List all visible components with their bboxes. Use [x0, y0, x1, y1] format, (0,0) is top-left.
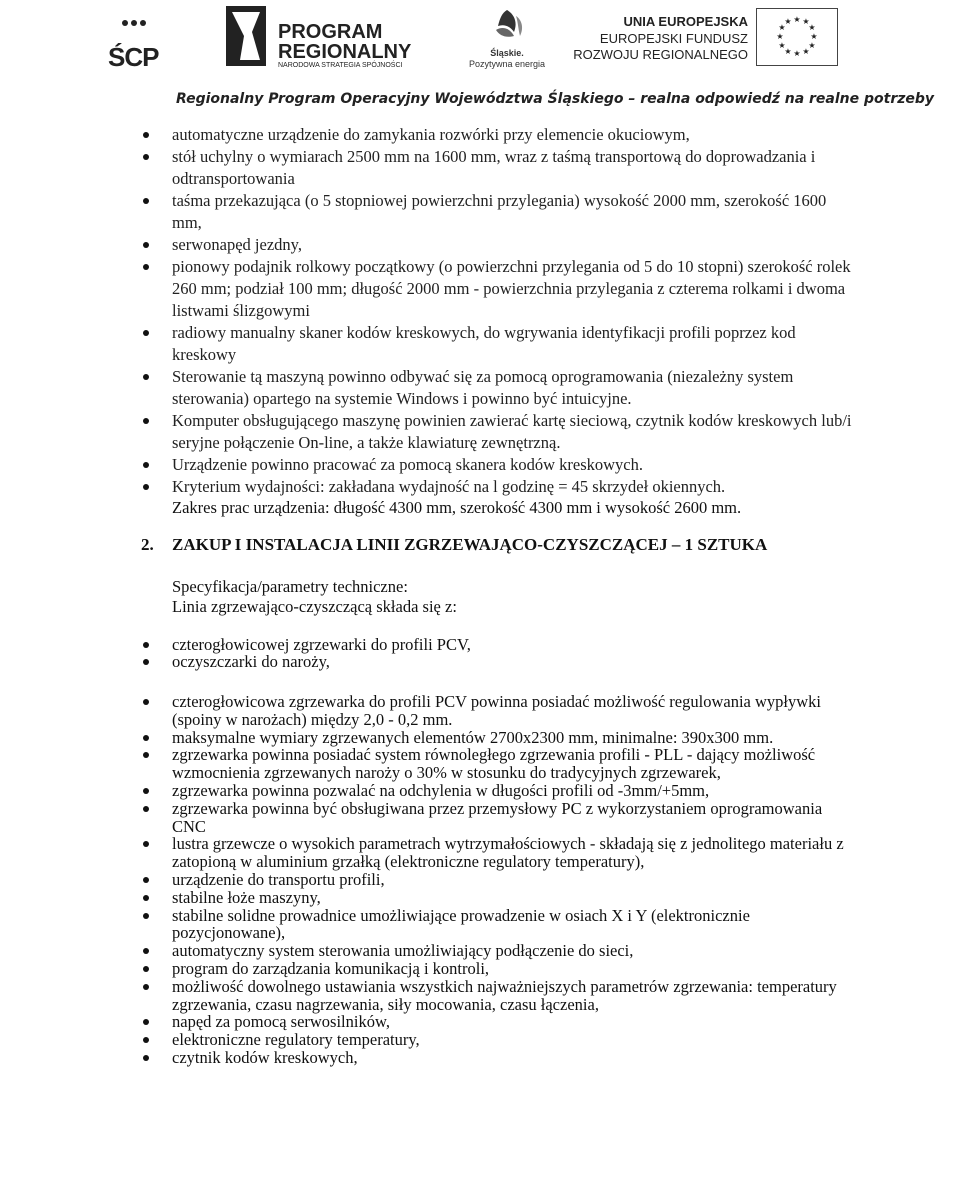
list-item: program do zarządzania komunikacją i kontroli, [136, 960, 856, 978]
components-list [136, 636, 856, 672]
work-range-text: Zakres prac urządzenia: długość 4300 mm, szerokość 4300 mm i wysokość 2600 mm. [172, 498, 742, 517]
list-item: lustra grzewcze o wysokich parametrach wytrzymałościowych - składają się z jednolitego materiału z zatopioną w aluminium grzałką (elektroniczne regulatory temperatury), [136, 835, 856, 871]
slaskie-logo [462, 4, 552, 70]
section-number: 2. [141, 534, 154, 554]
list-item: stół uchylny o wymiarach 2500 mm na 1600 mm, wraz z taśmą transportową do doprowadzania i odtransportowania [136, 146, 856, 190]
list-item: zgrzewarka powinna pozwalać na odchylenia w długości profili od -3mm/+5mm, [136, 782, 856, 800]
eu-logo-line1: UNIA EUROPEJSKA [623, 14, 748, 29]
list-item: Kryterium wydajności: zakładana wydajność na l godzinę = 45 skrzydeł okiennych. [136, 476, 856, 498]
section-title: ZAKUP I INSTALACJA LINII ZGRZEWAJĄCO-CZYSZCZĄCEJ – 1 SZTUKA [172, 534, 768, 554]
list-item: Sterowanie tą maszyną powinno odbywać się za pomocą oprogramowania (niezależny system sterowania) opartego na systemie Windows i powinno być intuicyjne. [136, 366, 856, 410]
svg-text:★: ★ [776, 32, 784, 41]
program-logo-line2: REGIONALNY [278, 41, 412, 63]
svg-text:★: ★ [784, 47, 792, 56]
list-item: stabilne łoże maszyny, [136, 889, 856, 907]
list-item: Urządzenie powinno pracować za pomocą skanera kodów kreskowych. [136, 454, 856, 476]
list-item: automatyczny system sterowania umożliwiający podłączenie do sieci, [136, 942, 856, 960]
spec-intro: Linia zgrzewająco-czyszczącą składa się z: [172, 596, 457, 616]
list-item: czterogłowicowa zgrzewarka do profili PCV powinna posiadać możliwość regulowania wypływki (spoiny w narożach) między 2,0 - 0,2 mm. [136, 693, 856, 729]
svg-text:★: ★ [810, 32, 818, 41]
list-item: serwonapęd jezdny, [136, 234, 856, 256]
eu-logo-line2: EUROPEJSKI FUNDUSZ [599, 31, 748, 46]
list-item: możliwość dowolnego ustawiania wszystkich najważniejszych parametrów zgrzewania: temperatury zgrzewania, czasu nagrzewania, siły mocowania, czasu łączenia, [136, 978, 856, 1014]
spec-label: Specyfikacja/parametry techniczne: [172, 576, 408, 596]
list-item: taśma przekazująca (o 5 stopniowej powierzchni przylegania) wysokość 2000 mm, szerokość 1600 mm, [136, 190, 856, 234]
spacer [136, 617, 856, 636]
svg-text:★: ★ [778, 23, 786, 32]
slaskie-sun-icon [484, 4, 530, 44]
welder-requirements-list [136, 693, 856, 1067]
svg-text:★: ★ [784, 17, 792, 26]
list-item: zgrzewarka powinna posiadać system równoległego zgrzewania profili - PLL - dający możliwość wzmocnienia zgrzewanych naroży o 30% w stosunku do tradycyjnych zgrzewarek, [136, 746, 856, 782]
page-header [0, 0, 960, 112]
spacer [136, 671, 856, 693]
list-item: elektroniczne regulatory temperatury, [136, 1031, 856, 1049]
list-item: czterogłowicowej zgrzewarki do profili PCV, [136, 636, 856, 654]
eu-text-logo [573, 14, 748, 64]
slaskie-logo-line2: Pozytywna energia [468, 59, 546, 69]
document-body [136, 124, 856, 1067]
list-item: Komputer obsługującego maszynę powinien zawierać kartę sieciową, czytnik kodów kreskowych lub/i seryjne połączenie On-line, a także klawiaturę zewnętrzną. [136, 410, 856, 454]
list-item: pionowy podajnik rolkowy początkowy (o powierzchni przylegania od 5 do 10 stopni) szerokość rolek 260 mm; podział 100 mm; długość 2000 mm - powierzchnia przylegania z czterema rolkami i dwoma listwami ślizgowymi [136, 256, 856, 322]
svg-text:★: ★ [793, 49, 801, 58]
list-item: stabilne solidne prowadnice umożliwiające prowadzenie w osiach X i Y (elektronicznie pozycjonowane), [136, 907, 856, 943]
machine-features-list [136, 124, 856, 498]
list-item: radiowy manualny skaner kodów kreskowych, do wgrywania identyfikacji profili poprzez kod kreskowy [136, 322, 856, 366]
eu-flag-icon [756, 8, 838, 66]
scp-logo [108, 18, 178, 70]
list-item: zgrzewarka powinna być obsługiwana przez przemysłowy PC z wykorzystaniem oprogramowania CNC [136, 800, 856, 836]
list-item: urządzenie do transportu profili, [136, 871, 856, 889]
list-item: czytnik kodów kreskowych, [136, 1049, 856, 1067]
program-logo-line1: PROGRAM [278, 21, 383, 43]
slaskie-logo-line1: Śląskie. [490, 48, 524, 58]
list-item: maksymalne wymiary zgrzewanych elementów 2700x2300 mm, minimalne: 390x300 mm. [136, 729, 856, 747]
program-regionalny-emblem-icon [222, 6, 270, 66]
program-regionalny-logo [222, 6, 422, 68]
list-item: automatyczne urządzenie do zamykania rozwórki przy elemencie okuciowym, [136, 124, 856, 146]
spec-block [136, 577, 856, 617]
svg-text:★: ★ [808, 23, 816, 32]
svg-text:★: ★ [802, 17, 810, 26]
svg-text:★: ★ [793, 15, 801, 24]
eu-logo-line3: ROZWOJU REGIONALNEGO [573, 47, 748, 62]
program-logo-line3: NARODOWA STRATEGIA SPÓJNOŚCI [278, 62, 403, 69]
scp-logo-dots [122, 20, 146, 26]
section-heading [136, 535, 856, 555]
svg-text:★: ★ [778, 41, 786, 50]
svg-text:★: ★ [802, 47, 810, 56]
svg-text:★: ★ [808, 41, 816, 50]
header-tagline: Regionalny Program Operacyjny Województwa Śląskiego – realna odpowiedź na realne potrzeby [176, 91, 935, 107]
list-item: oczyszczarki do naroży, [136, 653, 856, 671]
list-item: napęd za pomocą serwosilników, [136, 1013, 856, 1031]
scp-logo-text: ŚCP [108, 42, 159, 72]
